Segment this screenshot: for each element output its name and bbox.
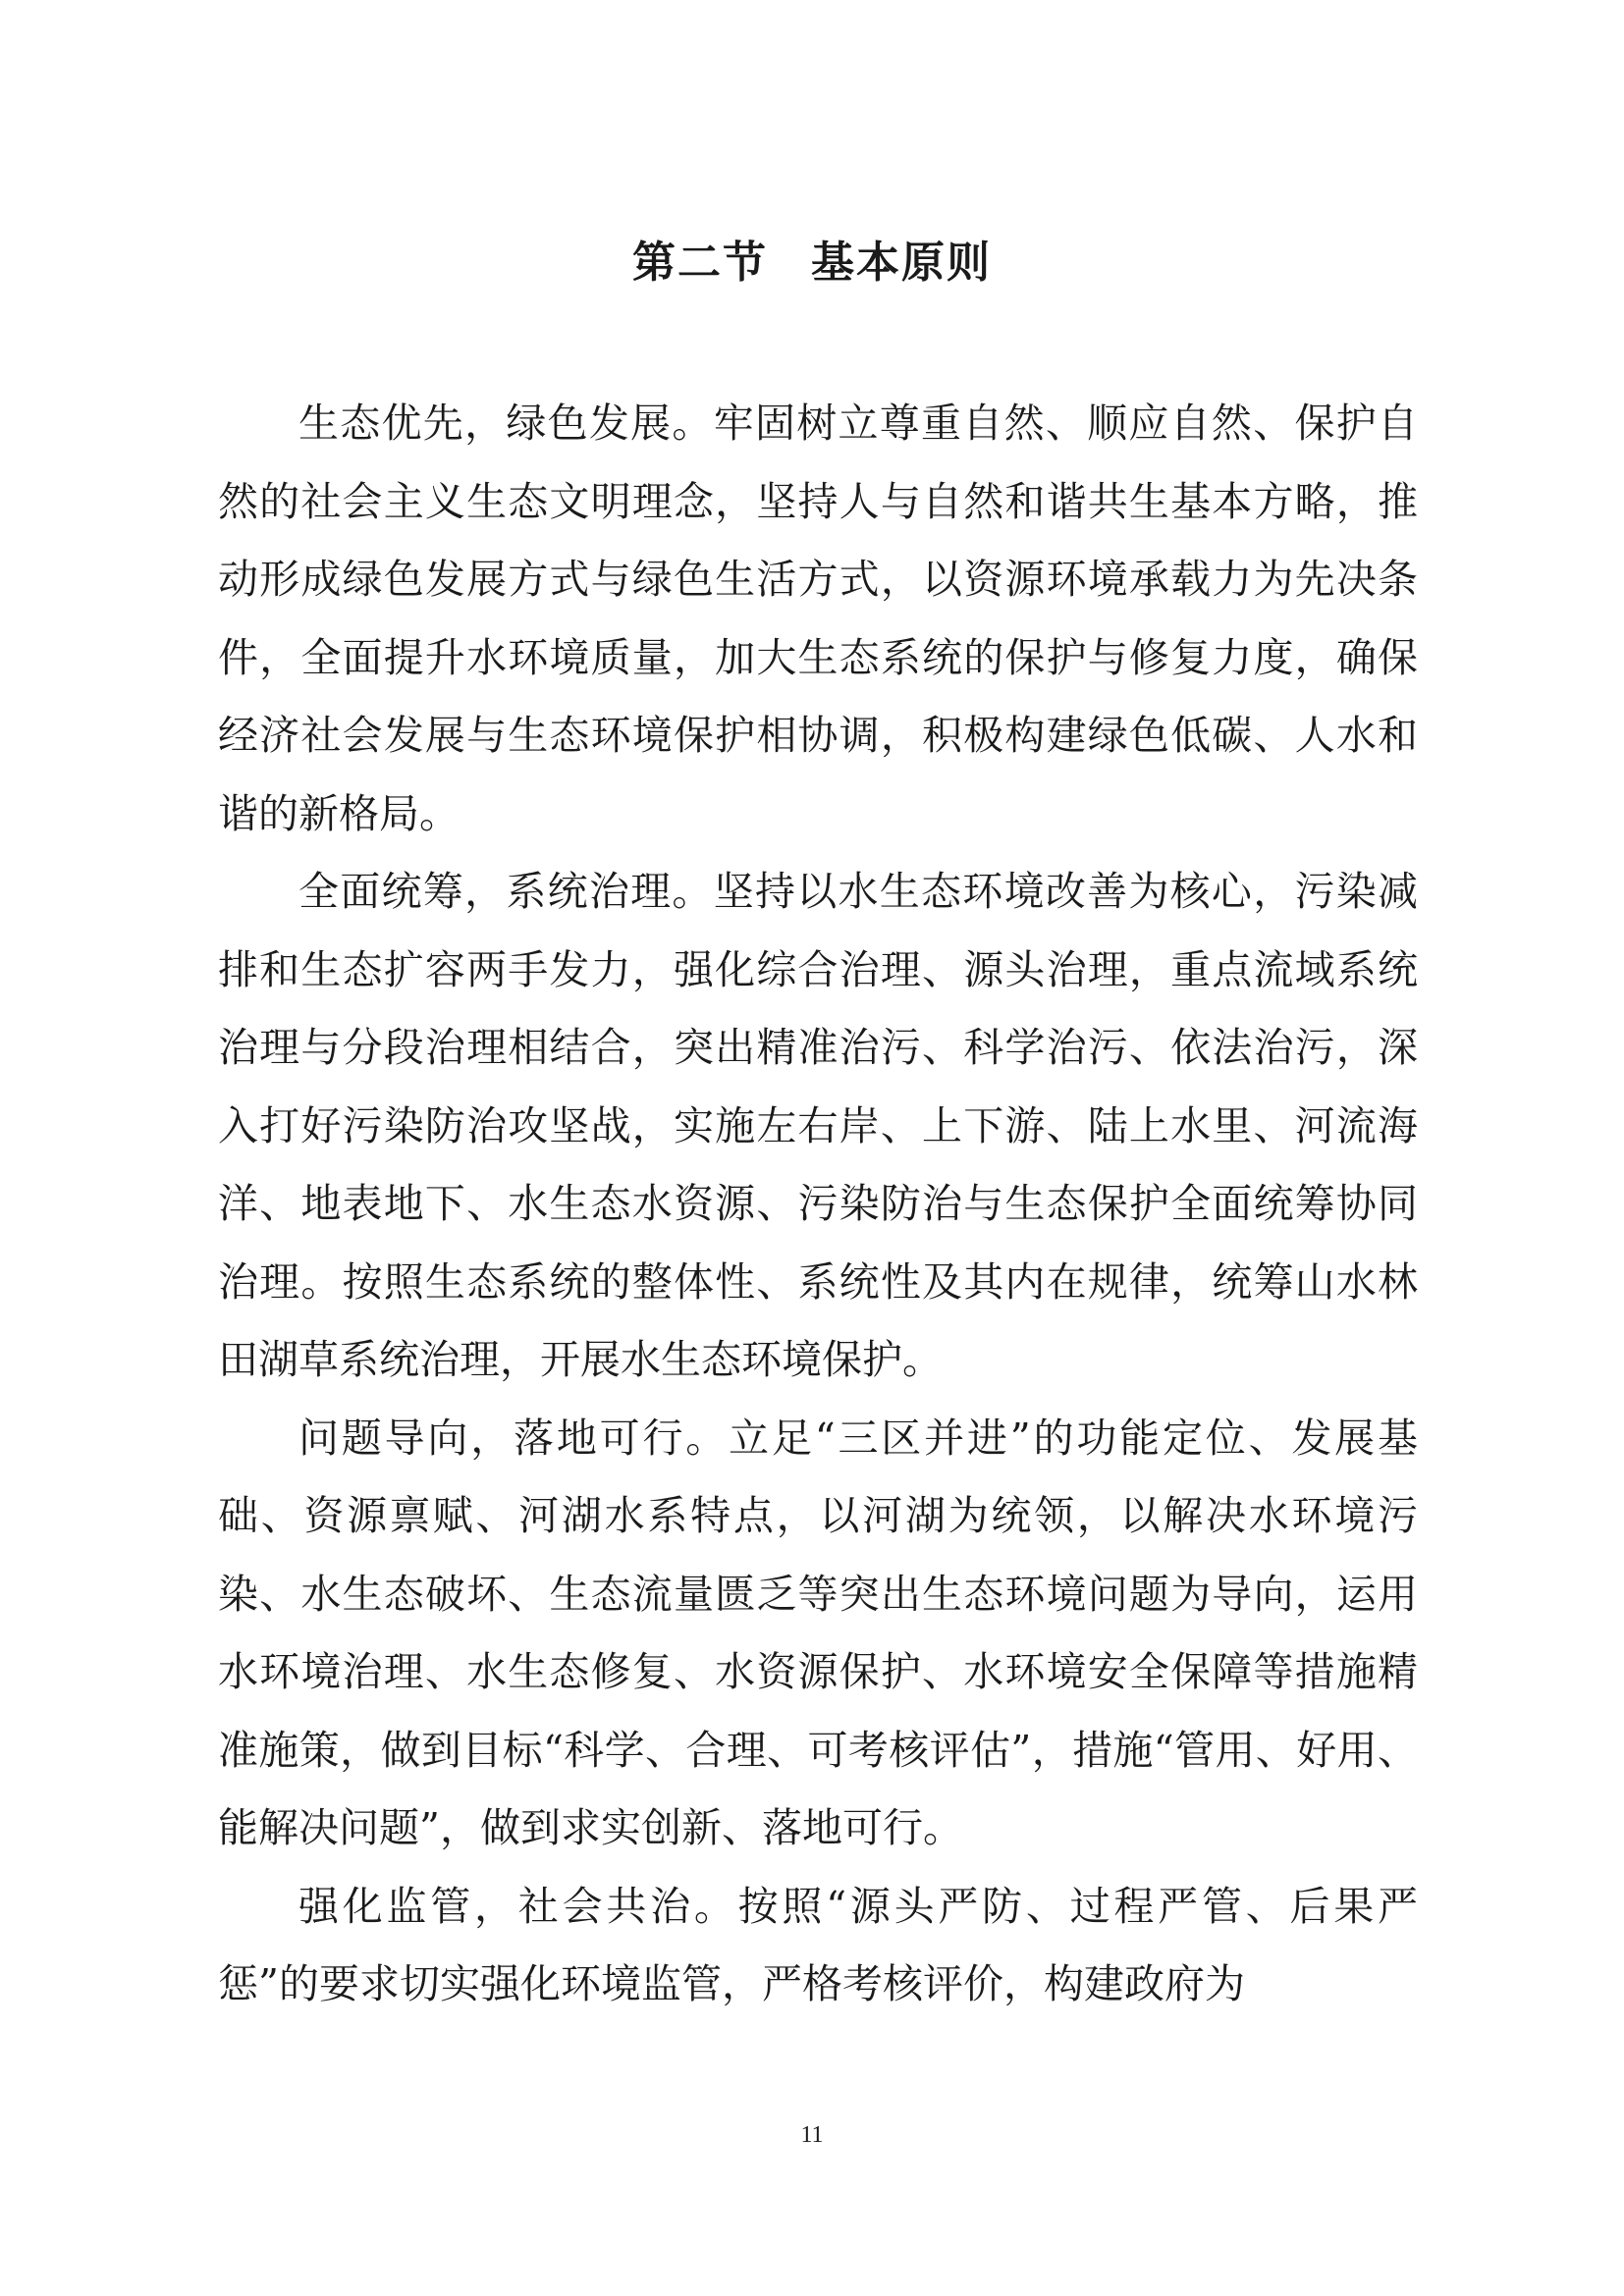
paragraph-ecology-first: 生态优先，绿色发展。牢固树立尊重自然、顺应自然、保护自然的社会主义生态文明理念，坚持人与自然和谐共生基本方略，推动形成绿色发展方式与绿色生活方式，以资源环境承载力为先决条件，全面提升水环境质量，加大生态系统的保护与修复力度，确保经济社会发展与生态环境保护相协调，积极构建绿色低碳、人水和谐的新格局。 — [218, 400, 1418, 837]
section-title: 基本原则 — [811, 238, 992, 288]
paragraph-problem-oriented: 问题导向，落地可行。立足“三区并进”的功能定位、发展基础、资源禀赋、河湖水系特点，以河湖为统领，以解决水环境污染、水生态破坏、生态流量匮乏等突出生态环境问题为导向，运用水环境治理、水生态修复、水资源保护、水环境安全保障等措施精准施策，做到目标“科学、合理、可考核评估”，措施“管用、好用、能解决问题”，做到求实创新、落地可行。 — [218, 1414, 1418, 1851]
paragraph-supervision: 强化监管，社会共治。按照“源头严防、过程严管、后果严惩”的要求切实强化环境监管，严格考核评价，构建政府为 — [218, 1882, 1418, 2007]
paragraph-overall-planning: 全面统筹，系统治理。坚持以水生态环境改善为核心，污染减排和生态扩容两手发力，强化综合治理、源头治理，重点流域系统治理与分段治理相结合，突出精准治污、科学治污、依法治污，深入打好污染防治攻坚战，实施左右岸、上下游、陆上水里、河流海洋、地表地下、水生态水资源、污染防治与生态保护全面统筹协同治理。按照生态系统的整体性、系统性及其内在规律，统筹山水林田湖草系统治理，开展水生态环境保护。 — [218, 868, 1418, 1383]
section-heading — [0, 234, 1624, 293]
body-text — [218, 385, 1418, 2024]
section-number: 第二节 — [632, 238, 768, 288]
page-number: 11 — [800, 2122, 824, 2148]
